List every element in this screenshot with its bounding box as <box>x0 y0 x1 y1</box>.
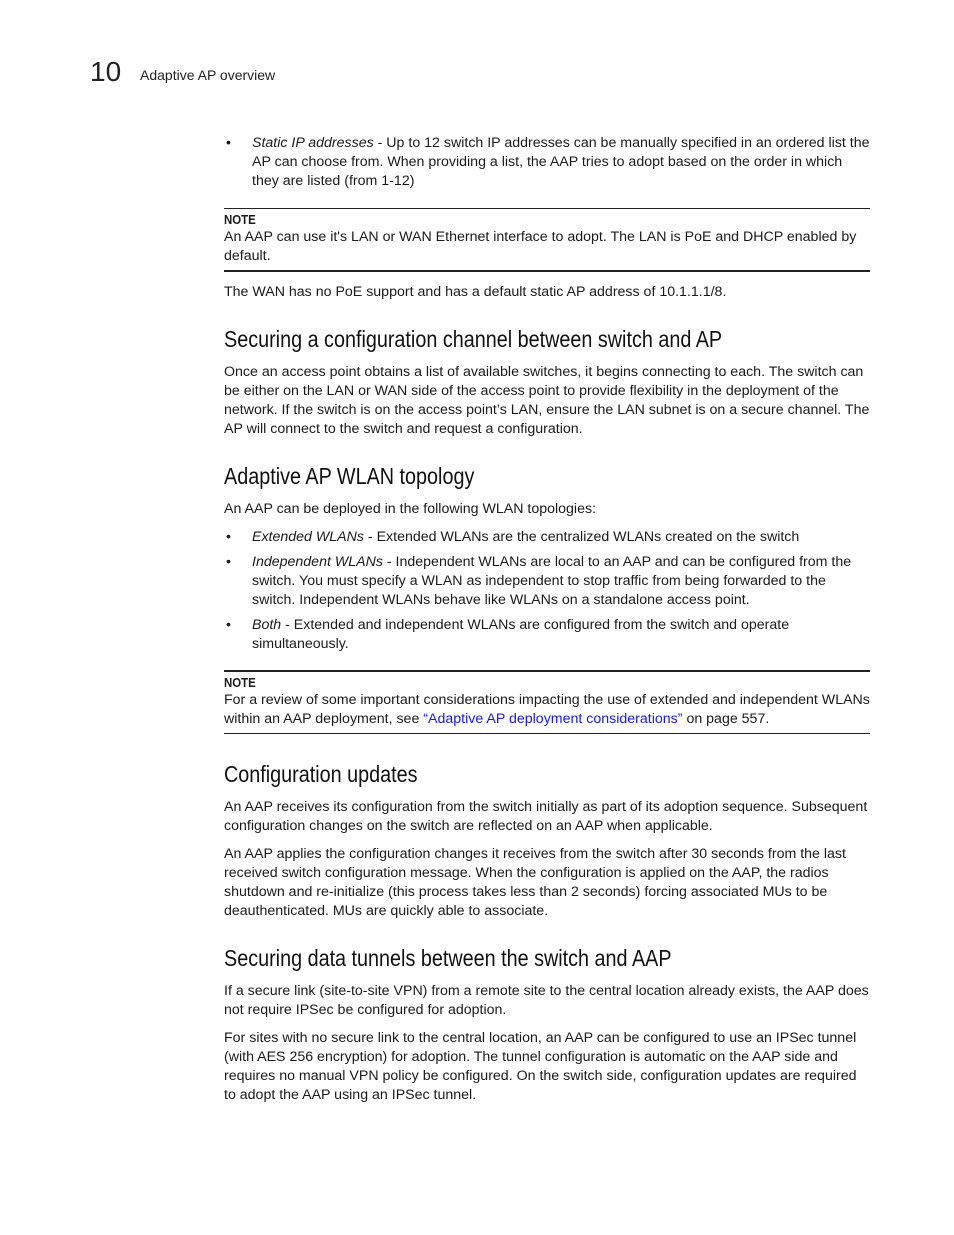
bullet-extended-wlans <box>224 528 870 547</box>
heading-securing-channel: Securing a configuration channel between switch and AP <box>224 326 723 352</box>
page-content <box>224 134 870 1105</box>
heading-data-tunnels: Securing data tunnels between the switch and AAP <box>224 945 672 971</box>
chapter-number: 10 <box>90 56 122 87</box>
bullet-both <box>224 616 870 654</box>
bullet-static-ip <box>224 134 870 191</box>
note-deployment-considerations <box>224 670 870 734</box>
note-text-before: For a review of some important considerations impacting the use of extended and independent WLANs within an AAP deployment, see <box>224 692 870 727</box>
heading-wlan-topology: Adaptive AP WLAN topology <box>224 463 475 489</box>
bullet-term: Extended WLANs <box>252 529 364 545</box>
config-updates-paragraph-1: An AAP receives its configuration from the switch initially as part of its adoption sequence. Subsequent configuration changes on the switch are reflected on an AAP when applicable. <box>224 799 868 834</box>
bullet-term: Static IP addresses <box>252 135 374 151</box>
bullet-independent-wlans <box>224 553 870 610</box>
data-tunnels-paragraph-2: For sites with no secure link to the central location, an AAP can be configured to use an IPSec tunnel (with AES 256 encryption) for adoption. The tunnel configuration is automatic on the AAP side and requires no manual VPN policy be configured. On the switch side, configuration updates are required to adopt the AAP using an IPSec tunnel. <box>224 1030 857 1103</box>
bullet-text: - Extended WLANs are the centralized WLANs created on the switch <box>363 529 800 545</box>
data-tunnels-paragraph-1: If a secure link (site-to-site VPN) from a remote site to the central location already exists, the AAP does not require IPSec be configured for adoption. <box>224 983 869 1018</box>
bullet-text: - Up to 12 switch IP addresses can be manually specified in an ordered list the AP can choose from. When providing a list, the AAP tries to adopt based on the order in which they are listed (from 1-12) <box>252 135 870 189</box>
bullet-term: Independent WLANs <box>252 554 383 570</box>
note-label: NOTE <box>224 675 256 690</box>
chapter-title: Adaptive AP overview <box>140 67 276 83</box>
bullet-text: - Independent WLANs are local to an AAP and can be configured from the switch. You must specify a WLAN as independent to stop traffic from being forwarded to the switch. Independent WLANs behave like WLANs on a standalone access point. <box>252 554 852 608</box>
note-lan-wan <box>224 208 870 272</box>
config-updates-paragraph-2: An AAP applies the configuration changes it receives from the switch after 30 seconds from the last received switch configuration message. When the configuration is applied on the AAP, the radios shutdown and re-initialize (this process takes less than 2 seconds) forcing associated MUs to be deauthenticated. MUs are quickly able to associate. <box>224 846 846 919</box>
bullet-term: Both <box>252 617 282 633</box>
deployment-considerations-link[interactable]: “Adaptive AP deployment considerations” <box>423 711 683 727</box>
note-text: An AAP can use it's LAN or WAN Ethernet interface to adopt. The LAN is PoE and DHCP enabled by default. <box>224 229 857 264</box>
note-text-after: on page 557. <box>682 711 770 727</box>
bullet-text: - Extended and independent WLANs are configured from the switch and operate simultaneously. <box>252 617 790 652</box>
wlan-topology-intro: An AAP can be deployed in the following WLAN topologies: <box>224 501 597 517</box>
securing-channel-paragraph: Once an access point obtains a list of available switches, it begins connecting to each. The switch can be either on the LAN or WAN side of the access point to provide flexibility in the deployment of the network. If the switch is on the access point’s LAN, ensure the LAN subnet is on a secure channel. The AP will connect to the switch and request a configuration. <box>224 364 870 437</box>
note-label: NOTE <box>224 212 256 227</box>
note-text <box>224 691 870 729</box>
wan-paragraph: The WAN has no PoE support and has a default static AP address of 10.1.1.1/8. <box>224 284 727 300</box>
heading-configuration-updates: Configuration updates <box>224 761 418 787</box>
